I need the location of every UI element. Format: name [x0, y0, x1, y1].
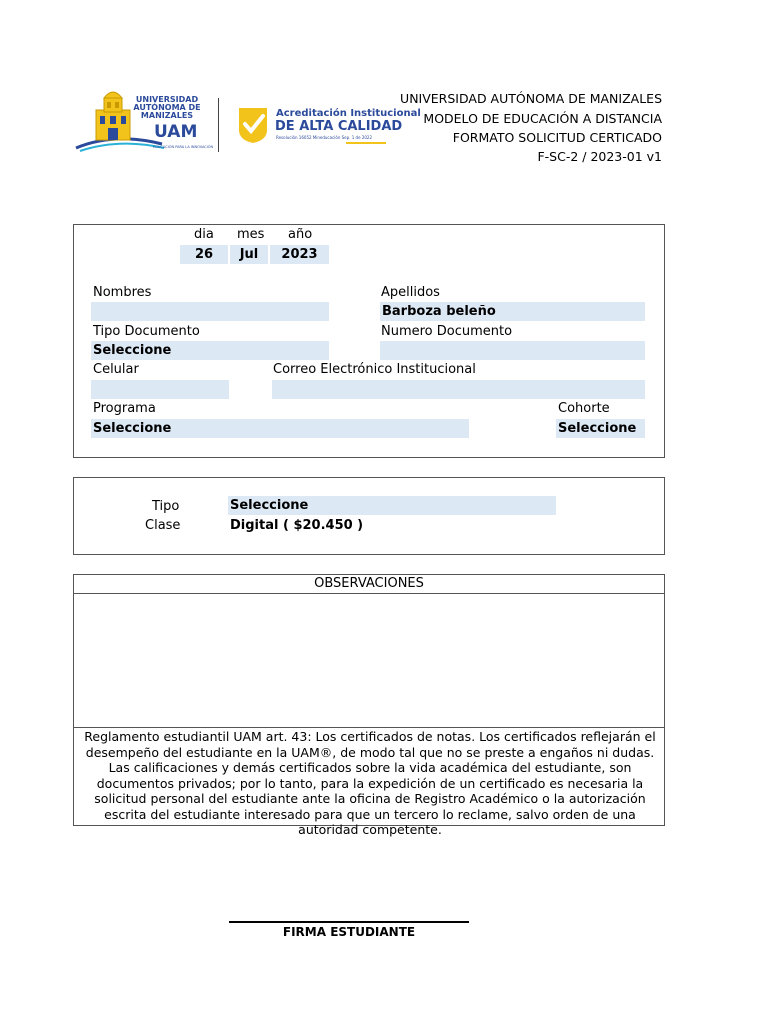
- accreditation-underline: [346, 142, 386, 144]
- tipo-documento-select[interactable]: Seleccione: [91, 341, 329, 360]
- correo-label: Correo Electrónico Institucional: [273, 362, 476, 377]
- accreditation-title: Acreditación Institucional: [276, 108, 421, 119]
- uam-short: UAM: [154, 122, 198, 142]
- nombres-label: Nombres: [93, 285, 152, 300]
- checkmark-badge-icon: [236, 104, 270, 144]
- signature-label: FIRMA ESTUDIANTE: [282, 925, 416, 939]
- header-form-title: FORMATO SOLICITUD CERTICADO: [452, 130, 662, 145]
- cohorte-label: Cohorte: [558, 401, 610, 416]
- clase-label: Clase: [145, 518, 181, 533]
- numero-documento-label: Numero Documento: [381, 324, 513, 339]
- observaciones-title: OBSERVACIONES: [314, 576, 424, 591]
- date-day-label: dia: [194, 227, 214, 242]
- programa-label: Programa: [93, 401, 156, 416]
- logo-divider: [218, 98, 219, 152]
- header-form-code: F-SC-2 / 2023-01 v1: [537, 149, 662, 164]
- tipo-documento-label: Tipo Documento: [93, 324, 200, 339]
- celular-field[interactable]: [91, 380, 229, 399]
- date-day-field[interactable]: 26: [180, 245, 228, 264]
- numero-documento-field[interactable]: [380, 341, 645, 360]
- accreditation-main: DE ALTA CALIDAD: [275, 119, 403, 134]
- signature-line: [229, 921, 469, 923]
- clase-value: Digital ( $20.450 ): [230, 518, 364, 533]
- correo-field[interactable]: [272, 380, 645, 399]
- tipo-label: Tipo: [152, 499, 180, 514]
- header-university: UNIVERSIDAD AUTÓNOMA DE MANIZALES: [400, 91, 662, 106]
- programa-select[interactable]: Seleccione: [91, 419, 469, 438]
- uam-name: UNIVERSIDAD AUTÓNOMA DE MANIZALES: [133, 95, 201, 120]
- cohorte-select[interactable]: Seleccione: [556, 419, 645, 438]
- celular-label: Celular: [93, 362, 139, 377]
- nombres-field[interactable]: [91, 302, 329, 321]
- date-month-field[interactable]: Jul: [230, 245, 268, 264]
- legal-divider: [74, 727, 664, 728]
- date-year-field[interactable]: 2023: [270, 245, 329, 264]
- date-month-label: mes: [237, 227, 265, 242]
- apellidos-label: Apellidos: [381, 285, 440, 300]
- header-program-model: MODELO DE EDUCACIÓN A DISTANCIA: [423, 111, 662, 126]
- uam-tagline: EDUCACIÓN PARA LA INNOVACIÓN: [153, 145, 214, 149]
- tipo-select[interactable]: Seleccione: [228, 496, 556, 515]
- reglamento-text: Reglamento estudiantil UAM art. 43: Los certificados de notas. Los certificados reflejarán el desempeño del estudiante en la UAM®, de modo tal que no se preste a engaños ni dudas. Las calificaciones y demás certificados sobre la vida académica del estudiante, son documentos privados; por lo tanto, para la expedición de un certificado es necesaria la solicitud personal del estudiante ante la oficina de Registro Académico o la autorización escrita del estudiante interesado para que un tercero lo reclame, salvo orden de una autoridad competente.: [84, 729, 656, 837]
- certificate-section: [73, 477, 665, 555]
- accreditation-note: Resolución 16052 Mineducación Sep. 1 de 2022: [276, 135, 372, 140]
- date-year-label: año: [288, 227, 313, 242]
- apellidos-field[interactable]: Barboza beleño: [380, 302, 645, 321]
- observaciones-textarea[interactable]: [74, 594, 664, 727]
- accreditation-seal: [236, 104, 270, 144]
